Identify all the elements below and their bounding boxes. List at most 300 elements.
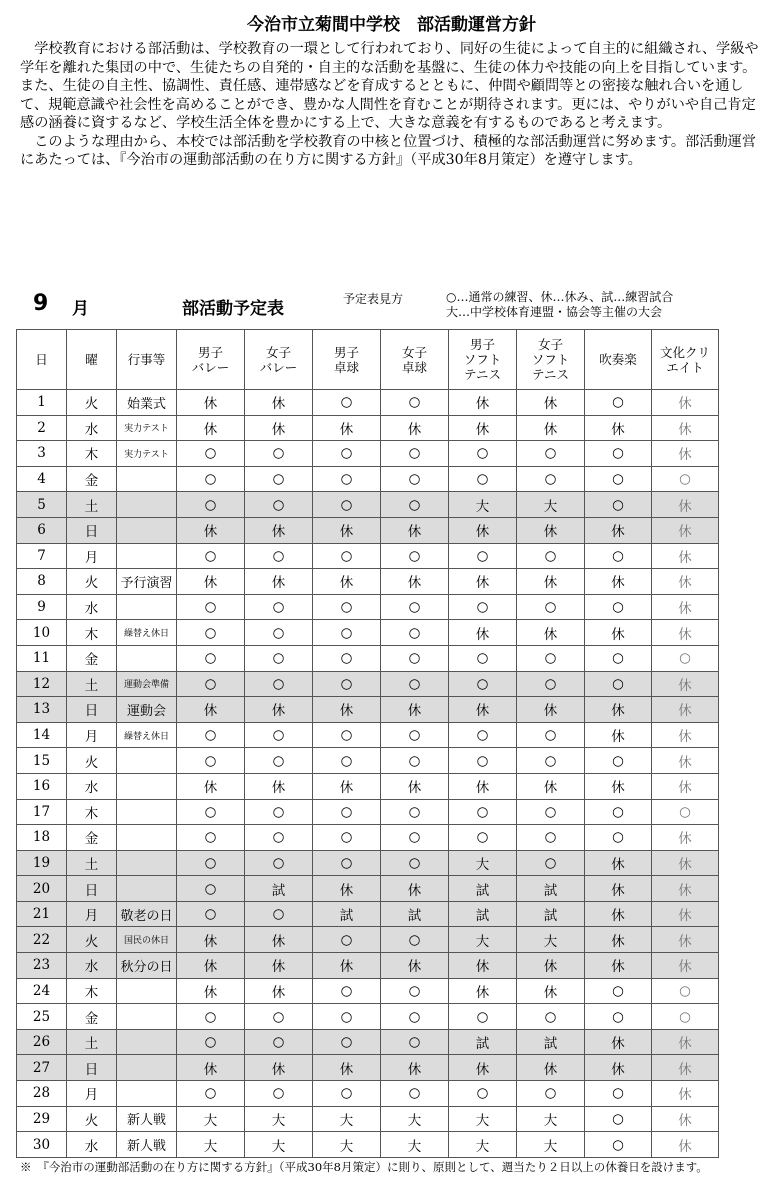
activity-cell: ○ — [313, 390, 381, 416]
activity-cell: 休 — [585, 415, 652, 441]
activity-cell: 休 — [177, 517, 245, 543]
activity-cell: 大 — [449, 492, 517, 518]
event-cell — [117, 1081, 177, 1107]
activity-cell: 休 — [652, 1055, 719, 1081]
column-header: 曜 — [67, 330, 117, 390]
day-cell: 3 — [17, 441, 67, 467]
table-row — [17, 1106, 719, 1132]
table-row — [17, 390, 719, 416]
table-row — [17, 620, 719, 646]
activity-cell: ○ — [517, 748, 585, 774]
column-header: 吹奏楽 — [585, 330, 652, 390]
activity-cell: 休 — [449, 620, 517, 646]
activity-cell: 休 — [585, 927, 652, 953]
activity-cell: ○ — [245, 620, 313, 646]
activity-cell: ○ — [245, 645, 313, 671]
activity-cell: ○ — [381, 543, 449, 569]
day-cell: 13 — [17, 697, 67, 723]
activity-cell: 休 — [381, 876, 449, 902]
activity-cell: ○ — [585, 799, 652, 825]
activity-cell: ○ — [313, 1081, 381, 1107]
activity-cell: 休 — [652, 927, 719, 953]
activity-cell: 休 — [449, 978, 517, 1004]
event-cell — [117, 517, 177, 543]
activity-cell: 休 — [585, 722, 652, 748]
activity-cell: ○ — [177, 748, 245, 774]
activity-cell: 大 — [177, 1132, 245, 1158]
day-cell: 4 — [17, 466, 67, 492]
activity-cell: 休 — [652, 953, 719, 979]
activity-cell: 大 — [449, 1106, 517, 1132]
activity-cell: 休 — [652, 671, 719, 697]
activity-cell: ○ — [313, 594, 381, 620]
activity-cell: 休 — [652, 415, 719, 441]
activity-cell: ○ — [652, 466, 719, 492]
column-header: 文化クリ エイト — [652, 330, 719, 390]
event-cell — [117, 466, 177, 492]
activity-cell: ○ — [177, 1081, 245, 1107]
table-row — [17, 953, 719, 979]
activity-cell: ○ — [245, 466, 313, 492]
weekday-cell: 土 — [67, 671, 117, 697]
activity-cell: ○ — [517, 645, 585, 671]
column-header: 男子 ソフト テニス — [449, 330, 517, 390]
column-header: 女子 卓球 — [381, 330, 449, 390]
activity-cell: ○ — [245, 799, 313, 825]
activity-cell: 休 — [517, 517, 585, 543]
event-cell — [117, 1004, 177, 1030]
activity-cell: 休 — [313, 415, 381, 441]
activity-cell: 休 — [245, 415, 313, 441]
event-cell — [117, 799, 177, 825]
event-cell: 秋分の日 — [117, 953, 177, 979]
activity-cell: ○ — [585, 748, 652, 774]
activity-cell: 休 — [517, 390, 585, 416]
activity-cell: ○ — [177, 1004, 245, 1030]
table-row — [17, 1055, 719, 1081]
activity-cell: ○ — [177, 799, 245, 825]
event-cell: 運動会 — [117, 697, 177, 723]
weekday-cell: 木 — [67, 978, 117, 1004]
activity-cell: ○ — [585, 645, 652, 671]
table-row — [17, 466, 719, 492]
activity-cell: ○ — [313, 748, 381, 774]
activity-cell: ○ — [245, 671, 313, 697]
activity-cell: ○ — [585, 1132, 652, 1158]
weekday-cell: 月 — [67, 901, 117, 927]
activity-cell: ○ — [177, 722, 245, 748]
activity-cell: 休 — [245, 953, 313, 979]
day-cell: 16 — [17, 773, 67, 799]
activity-cell: ○ — [313, 927, 381, 953]
activity-cell: 大 — [517, 492, 585, 518]
activity-cell: ○ — [517, 850, 585, 876]
weekday-cell: 火 — [67, 569, 117, 595]
activity-cell: ○ — [449, 543, 517, 569]
activity-cell: 大 — [381, 1106, 449, 1132]
activity-cell: 試 — [245, 876, 313, 902]
activity-cell: 休 — [177, 697, 245, 723]
activity-cell: ○ — [381, 978, 449, 1004]
activity-cell: ○ — [313, 1004, 381, 1030]
activity-cell: 大 — [313, 1132, 381, 1158]
weekday-cell: 月 — [67, 543, 117, 569]
event-cell — [117, 1029, 177, 1055]
table-row — [17, 671, 719, 697]
day-cell: 1 — [17, 390, 67, 416]
activity-cell: ○ — [177, 1029, 245, 1055]
activity-cell: ○ — [313, 825, 381, 851]
weekday-cell: 土 — [67, 1029, 117, 1055]
intro-paragraph-2: このような理由から、本校では部活動を学校教育の中核と位置づけ、積極的な部活動運営に努めます。部活動運営にあたっては、『今治市の運動部活動の在り方に関する方針』（平成30年8月策定）を遵守します。 — [20, 133, 757, 168]
activity-cell: 休 — [381, 1055, 449, 1081]
activity-cell: ○ — [381, 441, 449, 467]
weekday-cell: 木 — [67, 799, 117, 825]
weekday-cell: 火 — [67, 390, 117, 416]
day-cell: 20 — [17, 876, 67, 902]
event-cell: 国民の休日 — [117, 927, 177, 953]
day-cell: 2 — [17, 415, 67, 441]
activity-cell: ○ — [381, 850, 449, 876]
table-row — [17, 927, 719, 953]
activity-cell: 休 — [652, 594, 719, 620]
activity-cell: 休 — [652, 825, 719, 851]
activity-cell: 休 — [652, 697, 719, 723]
activity-cell: 休 — [381, 415, 449, 441]
activity-cell: ○ — [449, 748, 517, 774]
activity-cell: 休 — [381, 517, 449, 543]
activity-cell: 休 — [652, 1106, 719, 1132]
event-cell: 繰替え休日 — [117, 722, 177, 748]
activity-cell: ○ — [381, 927, 449, 953]
day-cell: 19 — [17, 850, 67, 876]
activity-cell: 休 — [245, 927, 313, 953]
activity-cell: ○ — [449, 671, 517, 697]
activity-cell: 休 — [449, 697, 517, 723]
month-unit: 月 — [72, 299, 89, 319]
activity-cell: ○ — [177, 876, 245, 902]
table-row — [17, 517, 719, 543]
activity-cell: ○ — [517, 799, 585, 825]
activity-cell: 休 — [177, 415, 245, 441]
activity-cell: 休 — [449, 390, 517, 416]
activity-cell: ○ — [313, 466, 381, 492]
activity-cell: ○ — [585, 1081, 652, 1107]
legend-line-2: 大…中学校体育連盟・協会等主催の大会 — [446, 305, 663, 319]
activity-cell: ○ — [517, 1081, 585, 1107]
table-row — [17, 825, 719, 851]
activity-cell: 休 — [313, 773, 381, 799]
activity-cell: ○ — [381, 390, 449, 416]
schedule-title: 部活動予定表 — [182, 299, 284, 319]
activity-cell: 休 — [585, 876, 652, 902]
activity-cell: ○ — [585, 466, 652, 492]
event-cell — [117, 978, 177, 1004]
activity-cell: ○ — [381, 1081, 449, 1107]
table-row — [17, 1004, 719, 1030]
weekday-cell: 月 — [67, 1081, 117, 1107]
event-cell — [117, 748, 177, 774]
table-row — [17, 441, 719, 467]
day-cell: 28 — [17, 1081, 67, 1107]
activity-cell: ○ — [381, 825, 449, 851]
day-cell: 18 — [17, 825, 67, 851]
activity-cell: 試 — [517, 901, 585, 927]
activity-cell: 休 — [652, 748, 719, 774]
activity-cell: 休 — [177, 569, 245, 595]
activity-cell: ○ — [313, 441, 381, 467]
table-row — [17, 645, 719, 671]
activity-cell: 休 — [517, 953, 585, 979]
activity-cell: 休 — [245, 569, 313, 595]
activity-cell: ○ — [381, 594, 449, 620]
weekday-cell: 火 — [67, 1106, 117, 1132]
day-cell: 10 — [17, 620, 67, 646]
day-cell: 29 — [17, 1106, 67, 1132]
activity-cell: ○ — [585, 543, 652, 569]
activity-cell: ○ — [245, 1081, 313, 1107]
table-row — [17, 1132, 719, 1158]
day-cell: 25 — [17, 1004, 67, 1030]
day-cell: 12 — [17, 671, 67, 697]
activity-cell: 休 — [652, 492, 719, 518]
activity-cell: ○ — [245, 543, 313, 569]
activity-cell: 休 — [517, 773, 585, 799]
activity-cell: 大 — [245, 1106, 313, 1132]
event-cell — [117, 850, 177, 876]
activity-cell: 試 — [449, 1029, 517, 1055]
activity-cell: ○ — [381, 1004, 449, 1030]
intro-text — [20, 40, 765, 170]
activity-cell: ○ — [517, 594, 585, 620]
activity-cell: 大 — [449, 1132, 517, 1158]
event-cell — [117, 1055, 177, 1081]
activity-cell: ○ — [245, 1004, 313, 1030]
activity-cell: 休 — [585, 517, 652, 543]
activity-cell: 休 — [652, 569, 719, 595]
event-cell: 実力テスト — [117, 415, 177, 441]
activity-cell: ○ — [245, 492, 313, 518]
weekday-cell: 金 — [67, 1004, 117, 1030]
activity-cell: 休 — [652, 620, 719, 646]
table-row — [17, 773, 719, 799]
table-row — [17, 876, 719, 902]
event-cell — [117, 492, 177, 518]
table-row — [17, 569, 719, 595]
activity-cell: 休 — [652, 901, 719, 927]
activity-cell: ○ — [313, 1029, 381, 1055]
activity-cell: ○ — [585, 390, 652, 416]
event-cell: 新人戦 — [117, 1132, 177, 1158]
activity-cell: 休 — [245, 773, 313, 799]
day-cell: 23 — [17, 953, 67, 979]
weekday-cell: 火 — [67, 748, 117, 774]
activity-cell: ○ — [245, 722, 313, 748]
activity-cell: 休 — [585, 773, 652, 799]
activity-cell: 休 — [245, 697, 313, 723]
activity-cell: ○ — [313, 799, 381, 825]
activity-cell: 休 — [517, 415, 585, 441]
activity-cell: 休 — [313, 517, 381, 543]
activity-cell: ○ — [381, 748, 449, 774]
event-cell — [117, 645, 177, 671]
table-header-row — [17, 330, 719, 390]
activity-cell: 大 — [177, 1106, 245, 1132]
activity-cell: 休 — [652, 722, 719, 748]
activity-cell: 休 — [652, 1132, 719, 1158]
weekday-cell: 木 — [67, 441, 117, 467]
activity-cell: ○ — [381, 645, 449, 671]
activity-cell: 休 — [585, 953, 652, 979]
activity-cell: ○ — [652, 978, 719, 1004]
footnote: ※ 『今治市の運動部活動の在り方に関する方針』（平成30年8月策定）に則り、原則として、週当たり２日以上の休養日を設けます。 — [20, 1160, 708, 1174]
activity-cell: 休 — [652, 441, 719, 467]
activity-cell: 休 — [177, 1055, 245, 1081]
activity-cell: ○ — [449, 594, 517, 620]
activity-cell: ○ — [517, 825, 585, 851]
activity-cell: 休 — [381, 953, 449, 979]
table-row — [17, 1029, 719, 1055]
weekday-cell: 金 — [67, 825, 117, 851]
event-cell: 新人戦 — [117, 1106, 177, 1132]
column-header: 行事等 — [117, 330, 177, 390]
activity-cell: 休 — [245, 390, 313, 416]
activity-cell: 休 — [517, 620, 585, 646]
day-cell: 8 — [17, 569, 67, 595]
day-cell: 14 — [17, 722, 67, 748]
event-cell — [117, 543, 177, 569]
activity-cell: 休 — [381, 773, 449, 799]
event-cell: 敬老の日 — [117, 901, 177, 927]
activity-cell: ○ — [381, 620, 449, 646]
weekday-cell: 日 — [67, 517, 117, 543]
activity-cell: ○ — [313, 850, 381, 876]
activity-cell: 休 — [177, 773, 245, 799]
event-cell — [117, 773, 177, 799]
activity-cell: 休 — [245, 978, 313, 1004]
activity-cell: 大 — [449, 927, 517, 953]
activity-cell: 試 — [449, 876, 517, 902]
activity-cell: ○ — [517, 543, 585, 569]
event-cell: 繰替え休日 — [117, 620, 177, 646]
activity-cell: 休 — [313, 876, 381, 902]
activity-cell: 休 — [585, 620, 652, 646]
activity-cell: ○ — [177, 466, 245, 492]
activity-cell: ○ — [381, 492, 449, 518]
column-header: 女子 ソフト テニス — [517, 330, 585, 390]
activity-cell: 大 — [517, 1106, 585, 1132]
activity-cell: ○ — [449, 722, 517, 748]
day-cell: 7 — [17, 543, 67, 569]
legend — [446, 290, 673, 320]
activity-cell: ○ — [313, 671, 381, 697]
activity-cell: 休 — [585, 850, 652, 876]
activity-cell: 休 — [245, 517, 313, 543]
weekday-cell: 水 — [67, 773, 117, 799]
intro-paragraph-1: 学校教育における部活動は、学校教育の一環として行われており、同好の生徒によって自主的に組織され、学級や学年を離れた集団の中で、生徒たちの自発的・自主的な活動を基盤に、生徒の体力や技能の向上を目指しています。また、生徒の自主性、協調性、責任感、連帯感などを育成するとともに、仲間や顧問等との密接な触れ合いを通して、規範意識や社会性を高めることができ、豊かな人間性を育むことが期待されます。更には、やりがいや自己肯定感の涵養に資するなど、学校生活全体を豊かにする上で、大きな意義を有するものであると考えます。 — [20, 41, 759, 131]
day-cell: 30 — [17, 1132, 67, 1158]
activity-cell: ○ — [517, 1004, 585, 1030]
activity-cell: ○ — [245, 748, 313, 774]
activity-cell: ○ — [381, 466, 449, 492]
activity-cell: ○ — [313, 620, 381, 646]
activity-cell: ○ — [177, 543, 245, 569]
weekday-cell: 金 — [67, 645, 117, 671]
activity-cell: ○ — [313, 722, 381, 748]
activity-cell: ○ — [585, 978, 652, 1004]
activity-cell: ○ — [585, 1004, 652, 1030]
weekday-cell: 日 — [67, 1055, 117, 1081]
activity-cell: 休 — [313, 569, 381, 595]
activity-cell: 休 — [517, 978, 585, 1004]
activity-cell: 試 — [381, 901, 449, 927]
table-row — [17, 799, 719, 825]
activity-cell: ○ — [245, 901, 313, 927]
column-header: 女子 バレー — [245, 330, 313, 390]
activity-cell: 休 — [177, 927, 245, 953]
activity-cell: ○ — [449, 1004, 517, 1030]
activity-cell: ○ — [517, 722, 585, 748]
table-row — [17, 722, 719, 748]
activity-cell: 休 — [652, 1029, 719, 1055]
day-cell: 15 — [17, 748, 67, 774]
activity-cell: ○ — [177, 901, 245, 927]
weekday-cell: 水 — [67, 953, 117, 979]
activity-cell: 休 — [177, 978, 245, 1004]
activity-cell: ○ — [177, 441, 245, 467]
activity-cell: 休 — [652, 876, 719, 902]
activity-cell: ○ — [177, 492, 245, 518]
weekday-cell: 日 — [67, 697, 117, 723]
weekday-cell: 水 — [67, 1132, 117, 1158]
table-body — [17, 390, 719, 1158]
activity-cell: 大 — [517, 1132, 585, 1158]
legend-line-1: ○…通常の練習、休…休み、試…練習試合 — [446, 290, 674, 304]
activity-cell: 休 — [177, 390, 245, 416]
table-row — [17, 594, 719, 620]
activity-cell: ○ — [381, 722, 449, 748]
activity-cell: ○ — [585, 441, 652, 467]
column-header: 男子 卓球 — [313, 330, 381, 390]
activity-cell: ○ — [449, 466, 517, 492]
activity-cell: ○ — [585, 671, 652, 697]
activity-cell: 試 — [517, 876, 585, 902]
activity-cell: ○ — [652, 645, 719, 671]
activity-cell: 休 — [585, 1029, 652, 1055]
schedule-table — [16, 329, 719, 1158]
activity-cell: ○ — [652, 1004, 719, 1030]
activity-cell: 休 — [449, 569, 517, 595]
activity-cell: 休 — [381, 697, 449, 723]
activity-cell: ○ — [652, 799, 719, 825]
activity-cell: 休 — [381, 569, 449, 595]
activity-cell: ○ — [245, 1029, 313, 1055]
activity-cell: 休 — [652, 773, 719, 799]
weekday-cell: 水 — [67, 594, 117, 620]
activity-cell: ○ — [245, 441, 313, 467]
weekday-cell: 土 — [67, 850, 117, 876]
activity-cell: 休 — [245, 1055, 313, 1081]
activity-cell: 休 — [449, 1055, 517, 1081]
event-cell: 始業式 — [117, 390, 177, 416]
activity-cell: ○ — [381, 799, 449, 825]
activity-cell: 休 — [449, 517, 517, 543]
activity-cell: 試 — [449, 901, 517, 927]
day-cell: 24 — [17, 978, 67, 1004]
activity-cell: 休 — [449, 773, 517, 799]
activity-cell: ○ — [245, 825, 313, 851]
activity-cell: ○ — [177, 850, 245, 876]
